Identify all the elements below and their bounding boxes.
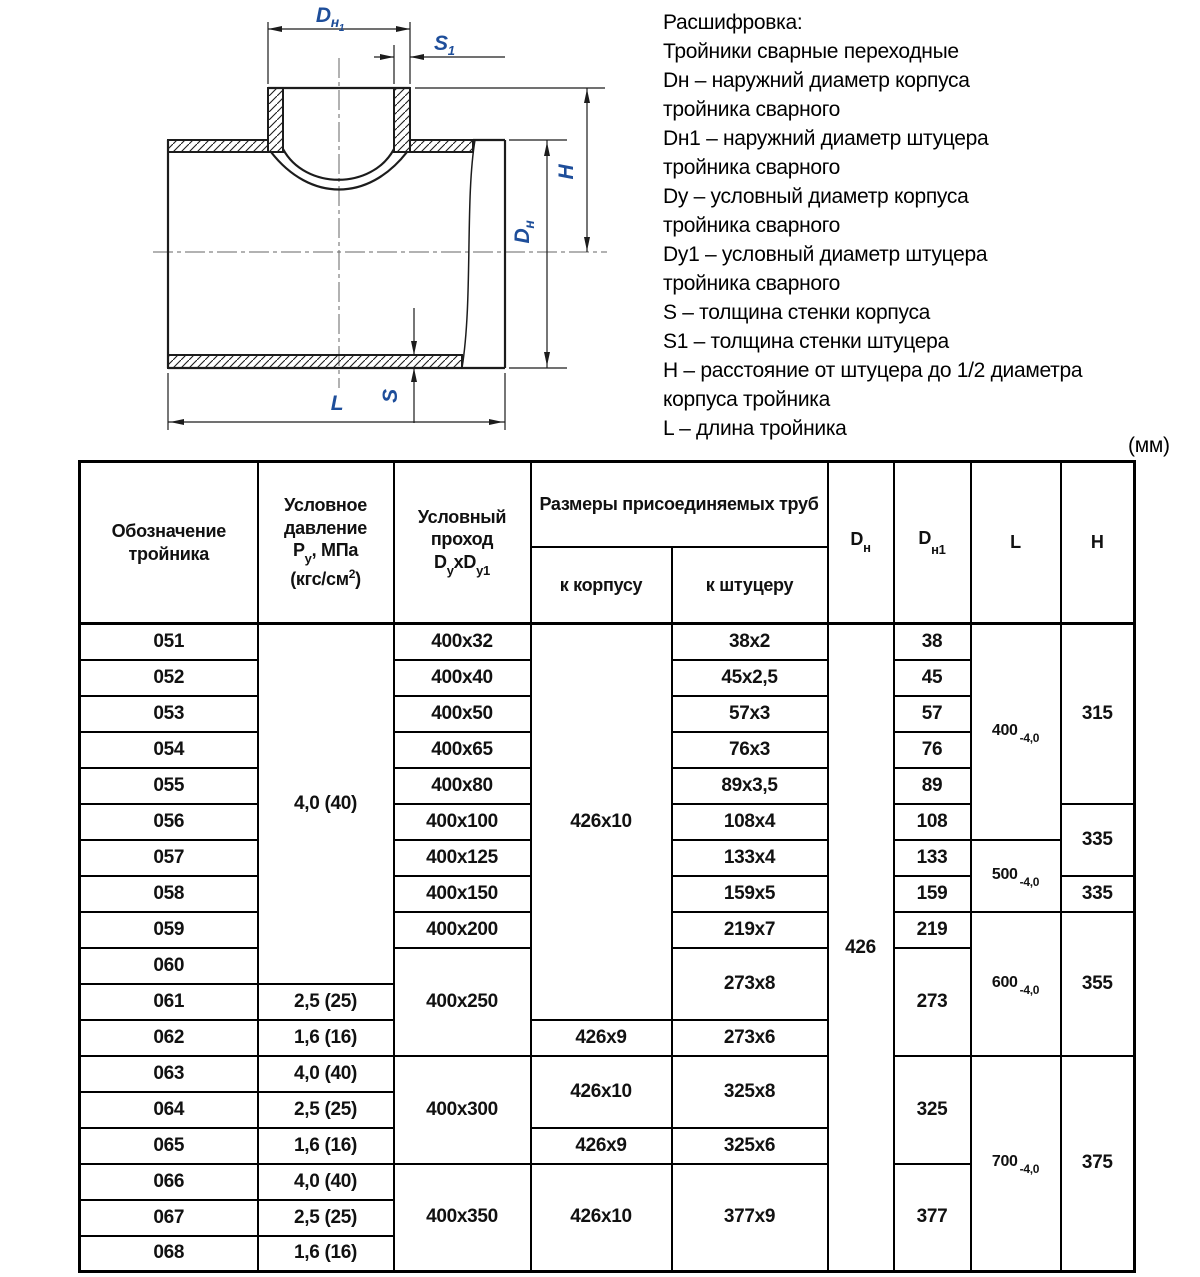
legend-line: корпуса тройника	[663, 388, 830, 411]
header-pressure	[258, 462, 394, 624]
legend-line: тройника сварного	[663, 214, 841, 237]
dim-label-l: L	[330, 392, 344, 415]
du-cell: 400x32	[394, 624, 531, 660]
designation-cell: 065	[80, 1128, 258, 1164]
break-line	[462, 140, 475, 368]
legend-line: тройника сварного	[663, 156, 841, 179]
header-pressure-symbol: $P_у$, МПа	[292, 540, 359, 567]
designation-cell: 057	[80, 840, 258, 876]
pressure-cell: 2,5 (25)	[258, 1200, 394, 1236]
pressure-cell: 4,0 (40)	[258, 624, 394, 984]
dn1-cell: 45	[894, 660, 971, 696]
to-branch-cell: 325x6	[672, 1128, 828, 1164]
du-cell: 400x150	[394, 876, 531, 912]
designation-cell: 067	[80, 1200, 258, 1236]
h-cell: 375	[1061, 1056, 1135, 1272]
header-sizes-group: Размеры присоединяемых труб	[531, 462, 828, 547]
designation-cell: 056	[80, 804, 258, 840]
du-cell: 400x100	[394, 804, 531, 840]
header-l: L	[971, 462, 1061, 624]
dimensions-table-wrap	[78, 460, 1136, 1273]
pressure-cell: 4,0 (40)	[258, 1056, 394, 1092]
legend-line: тройника сварного	[663, 98, 841, 121]
designation-cell: 063	[80, 1056, 258, 1092]
legend-line: Dy1 – условный диаметр штуцера	[663, 243, 988, 266]
designation-cell: 059	[80, 912, 258, 948]
to-branch-cell: 325x8	[672, 1056, 828, 1128]
to-branch-cell: 89x3,5	[672, 768, 828, 804]
designation-cell: 054	[80, 732, 258, 768]
to-body-cell: 426x9	[531, 1020, 672, 1056]
to-branch-cell: 159x5	[672, 876, 828, 912]
legend-line: Тройники сварные переходные	[663, 40, 959, 63]
header-h: H	[1061, 462, 1135, 624]
table-header-row	[80, 462, 1135, 547]
dn1-cell: 219	[894, 912, 971, 948]
dim-label-s1: $S_1$	[434, 32, 455, 58]
to-branch-cell: 38x2	[672, 624, 828, 660]
dn1-cell: 108	[894, 804, 971, 840]
h-cell: 315	[1061, 624, 1135, 804]
pressure-cell: 4,0 (40)	[258, 1164, 394, 1200]
dn1-cell: 89	[894, 768, 971, 804]
dim-label-dn1: $D_н1$	[315, 4, 345, 34]
h-cell: 355	[1061, 912, 1135, 1056]
tee-walls	[168, 88, 473, 368]
du-cell: 400x300	[394, 1056, 531, 1164]
legend-title: Расшифровка:	[663, 11, 803, 34]
du-cell: 400x125	[394, 840, 531, 876]
header-designation: Обозначение тройника	[80, 462, 258, 624]
legend-line: S1 – толщина стенки штуцера	[663, 330, 949, 353]
legend-line: Dн1 – наружний диаметр штуцера	[663, 127, 989, 150]
designation-cell: 060	[80, 948, 258, 984]
h-cell: 335	[1061, 804, 1135, 876]
header-pressure-units: $(кгс/см^2)$	[290, 567, 361, 590]
to-body-cell: 426x10	[531, 1056, 672, 1128]
designation-cell: 062	[80, 1020, 258, 1056]
designation-cell: 052	[80, 660, 258, 696]
du-cell: 400x40	[394, 660, 531, 696]
table-row	[80, 1056, 1135, 1092]
tee-body-outline	[168, 88, 505, 368]
dn1-cell: 325	[894, 1056, 971, 1164]
legend-line: тройника сварного	[663, 272, 841, 295]
dn1-cell: 57	[894, 696, 971, 732]
legend-line: Dy – условный диаметр корпуса	[663, 185, 969, 208]
dim-label-h: H	[555, 164, 578, 180]
dn-cell: 426	[828, 624, 894, 1272]
header-dn1: $D_{н1}$	[894, 462, 971, 624]
dn1-cell: 133	[894, 840, 971, 876]
designation-cell: 053	[80, 696, 258, 732]
units-label: (мм)	[1128, 434, 1170, 457]
to-body-cell: 426x10	[531, 1164, 672, 1272]
tee-diagram	[125, 0, 670, 450]
to-branch-cell: 76x3	[672, 732, 828, 768]
to-branch-cell: 377x9	[672, 1164, 828, 1272]
pressure-cell: 1,6 (16)	[258, 1236, 394, 1272]
l-cell: 700 $_{-4,0}$	[971, 1056, 1061, 1272]
header-to-branch: к штуцеру	[672, 547, 828, 624]
dn1-cell: 38	[894, 624, 971, 660]
to-branch-cell: 45x2,5	[672, 660, 828, 696]
to-branch-cell: 133x4	[672, 840, 828, 876]
du-cell: 400x250	[394, 948, 531, 1056]
dn1-cell: 377	[894, 1164, 971, 1272]
dimensions-table	[78, 460, 1136, 1273]
header-du	[394, 462, 531, 624]
to-branch-cell: 273x6	[672, 1020, 828, 1056]
pressure-cell: 1,6 (16)	[258, 1128, 394, 1164]
l-cell: 400 $_{-4,0}$	[971, 624, 1061, 840]
dn1-cell: 273	[894, 948, 971, 1056]
to-branch-cell: 108x4	[672, 804, 828, 840]
to-body-cell: 426x9	[531, 1128, 672, 1164]
legend-line: H – расстояние от штуцера до 1/2 диаметра	[663, 359, 1083, 382]
pressure-cell: 2,5 (25)	[258, 984, 394, 1020]
dn1-cell: 76	[894, 732, 971, 768]
to-branch-cell: 57x3	[672, 696, 828, 732]
h-cell: 335	[1061, 876, 1135, 912]
dim-label-dn: $D_н$	[511, 220, 537, 244]
header-pressure-title: Условное давление	[283, 495, 368, 538]
du-cell: 400x80	[394, 768, 531, 804]
legend-line: Dн – наружний диаметр корпуса	[663, 69, 970, 92]
legend	[663, 8, 1193, 443]
header-dn: $D_н$	[828, 462, 894, 624]
legend-line: S – толщина стенки корпуса	[663, 301, 931, 324]
l-cell: 500 $_{-4,0}$	[971, 840, 1061, 912]
designation-cell: 066	[80, 1164, 258, 1200]
du-cell: 400x50	[394, 696, 531, 732]
du-cell: 400x65	[394, 732, 531, 768]
du-cell: 400x200	[394, 912, 531, 948]
designation-cell: 051	[80, 624, 258, 660]
l-cell: 600 $_{-4,0}$	[971, 912, 1061, 1056]
header-to-body: к корпусу	[531, 547, 672, 624]
header-du-title: Условный проход	[417, 506, 507, 550]
to-branch-cell: 273x8	[672, 948, 828, 1020]
designation-cell: 064	[80, 1092, 258, 1128]
designation-cell: 055	[80, 768, 258, 804]
pressure-cell: 1,6 (16)	[258, 1020, 394, 1056]
centerlines	[153, 58, 607, 388]
table-row	[80, 624, 1135, 660]
legend-line: L – длина тройника	[663, 417, 847, 440]
dim-label-s: S	[379, 389, 402, 403]
dn1-cell: 159	[894, 876, 971, 912]
header-du-symbol: $D_уxD_{у1}$	[434, 551, 490, 578]
to-body-cell: 426x10	[531, 624, 672, 1020]
designation-cell: 068	[80, 1236, 258, 1272]
designation-cell: 061	[80, 984, 258, 1020]
to-branch-cell: 219x7	[672, 912, 828, 948]
designation-cell: 058	[80, 876, 258, 912]
du-cell: 400x350	[394, 1164, 531, 1272]
pressure-cell: 2,5 (25)	[258, 1092, 394, 1128]
